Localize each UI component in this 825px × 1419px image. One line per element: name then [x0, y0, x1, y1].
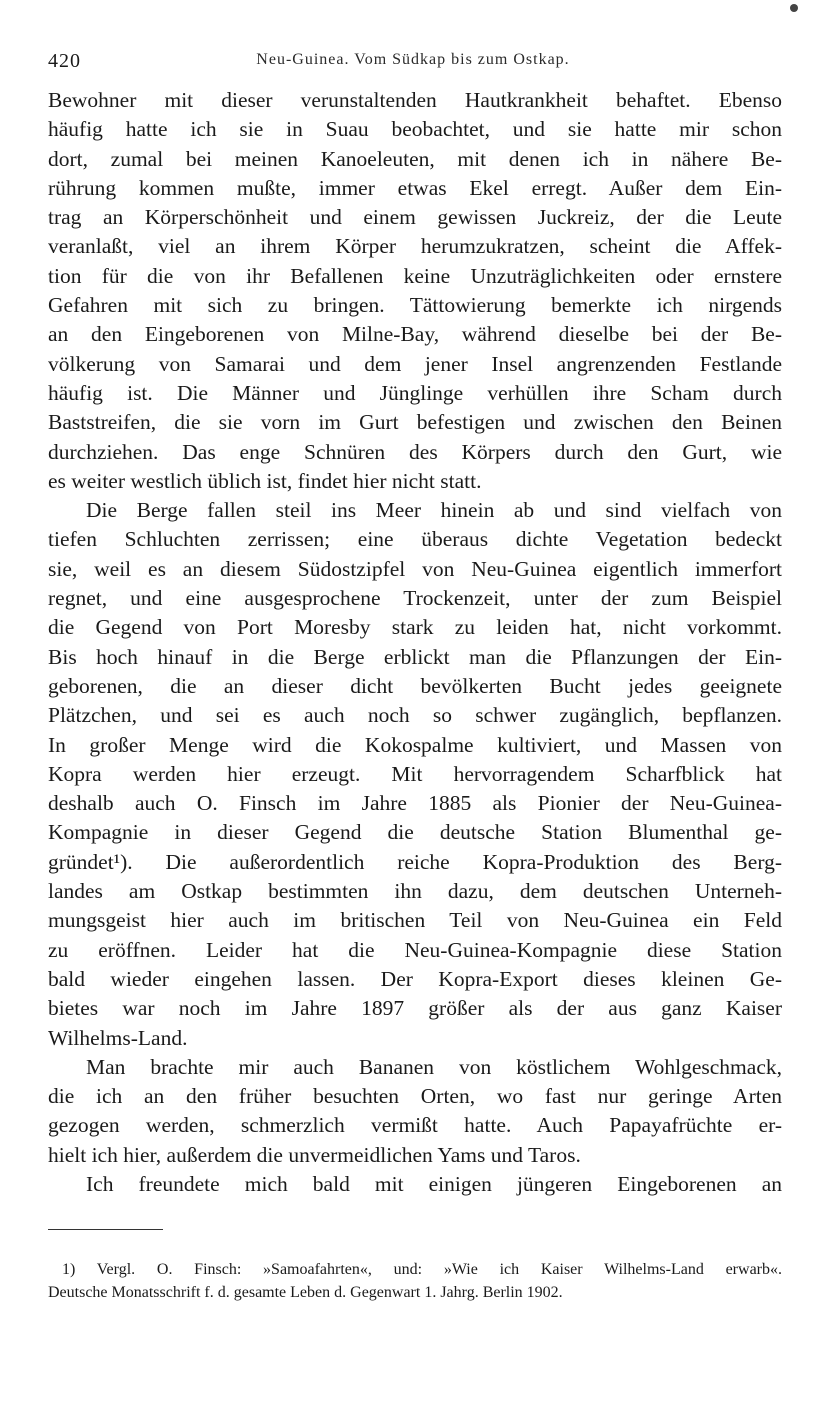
- text-line: dort, zumal bei meinen Kanoeleuten, mit denen ich in nähere Be-: [48, 146, 782, 171]
- text-line: es weiter westlich üblich ist, findet hier nicht statt.: [48, 468, 482, 493]
- ink-speck: [790, 4, 798, 12]
- text-line: die ich an den früher besuchten Orten, wo fast nur geringe Arten: [48, 1084, 782, 1109]
- page-header: [48, 50, 778, 74]
- footnote-line: 1) Vergl. O. Finsch: »Samoafahrten«, und: »Wie ich Kaiser Wilhelms-Land erwarb«.: [62, 1261, 782, 1278]
- footnote-divider: [48, 1229, 163, 1230]
- text-line: häufig hatte ich sie in Suau beobachtet, und sie hatte mir schon: [48, 117, 782, 142]
- text-line: die Gegend von Port Moresby stark zu leiden hat, nicht vorkommt.: [48, 615, 782, 640]
- text-line: Kopra werden hier erzeugt. Mit hervorragendem Scharfblick hat: [48, 761, 782, 786]
- paragraph-first-line: Die Berge fallen steil ins Meer hinein ab und sind vielfach von: [86, 498, 782, 523]
- text-line: hielt ich hier, außerdem die unvermeidlichen Yams und Taros.: [48, 1142, 581, 1167]
- text-line: zu eröffnen. Leider hat die Neu-Guinea-Kompagnie diese Station: [48, 937, 782, 962]
- text-line: häufig ist. Die Männer und Jünglinge verhüllen ihre Scham durch: [48, 380, 782, 405]
- text-line: sie, weil es an diesem Südostzipfel von Neu-Guinea eigentlich immerfort: [48, 556, 782, 581]
- body-text: [48, 86, 782, 1199]
- footnote-line: Deutsche Monatsschrift f. d. gesamte Leben d. Gegenwart 1. Jahrg. Berlin 1902.: [48, 1284, 563, 1301]
- text-line: Bewohner mit dieser verunstaltenden Hautkrankheit behaftet. Ebenso: [48, 88, 782, 112]
- text-line: bietes war noch im Jahre 1897 größer als der aus ganz Kaiser: [48, 996, 782, 1021]
- text-line: Gefahren mit sich zu bringen. Tättowierung bemerkte ich nirgends: [48, 293, 782, 318]
- text-line: völkerung von Samarai und dem jener Insel angrenzenden Festlande: [48, 351, 782, 376]
- text-line: Wilhelms-Land.: [48, 1025, 188, 1050]
- text-line: tiefen Schluchten zerrissen; eine überaus dichte Vegetation bedeckt: [48, 527, 782, 552]
- text-line: deshalb auch O. Finsch im Jahre 1885 als Pionier der Neu-Guinea-: [48, 791, 782, 816]
- text-line: trag an Körperschönheit und einem gewissen Juckreiz, der die Leute: [48, 205, 782, 230]
- running-head: Neu-Guinea. Vom Südkap bis zum Ostkap.: [256, 51, 570, 68]
- text-line: mungsgeist hier auch im britischen Teil von Neu-Guinea ein Feld: [48, 908, 782, 933]
- text-line: an den Eingeborenen von Milne-Bay, während dieselbe bei der Be-: [48, 322, 782, 347]
- paragraph-first-line: Man brachte mir auch Bananen von köstlichem Wohlgeschmack,: [86, 1054, 782, 1079]
- text-line: Bis hoch hinauf in die Berge erblickt man die Pflanzungen der Ein-: [48, 644, 782, 669]
- text-line: durchziehen. Das enge Schnüren des Körpers durch den Gurt, wie: [48, 439, 782, 464]
- text-line: rührung kommen mußte, immer etwas Ekel erregt. Außer dem Ein-: [48, 175, 782, 200]
- paragraph-first-line: Ich freundete mich bald mit einigen jüngeren Eingeborenen an: [86, 1171, 782, 1196]
- text-line: gründet¹). Die außerordentlich reiche Kopra-Produktion des Berg-: [48, 849, 782, 874]
- text-line: tion für die von ihr Befallenen keine Unzuträglichkeiten oder ernstere: [48, 263, 782, 288]
- text-line: geborenen, die an dieser dicht bevölkerten Bucht jedes geeignete: [48, 673, 782, 698]
- text-line: regnet, und eine ausgesprochene Trockenzeit, unter der zum Beispiel: [48, 586, 782, 611]
- footnotes: [48, 1258, 782, 1304]
- text-line: veranlaßt, viel an ihrem Körper herumzukratzen, scheint die Affek-: [48, 234, 782, 259]
- text-line: gezogen werden, schmerzlich vermißt hatte. Auch Papayafrüchte er-: [48, 1113, 782, 1138]
- text-line: Baststreifen, die sie vorn im Gurt befestigen und zwischen den Beinen: [48, 410, 782, 435]
- text-line: bald wieder eingehen lassen. Der Kopra-Export dieses kleinen Ge-: [48, 966, 782, 991]
- text-line: landes am Ostkap bestimmten ihn dazu, dem deutschen Unterneh-: [48, 879, 782, 904]
- text-line: Plätzchen, und sei es auch noch so schwer zugänglich, bepflanzen.: [48, 703, 782, 728]
- text-line: In großer Menge wird die Kokospalme kultiviert, und Massen von: [48, 732, 782, 757]
- text-line: Kompagnie in dieser Gegend die deutsche Station Blumenthal ge-: [48, 820, 782, 845]
- page-number: 420: [48, 50, 81, 72]
